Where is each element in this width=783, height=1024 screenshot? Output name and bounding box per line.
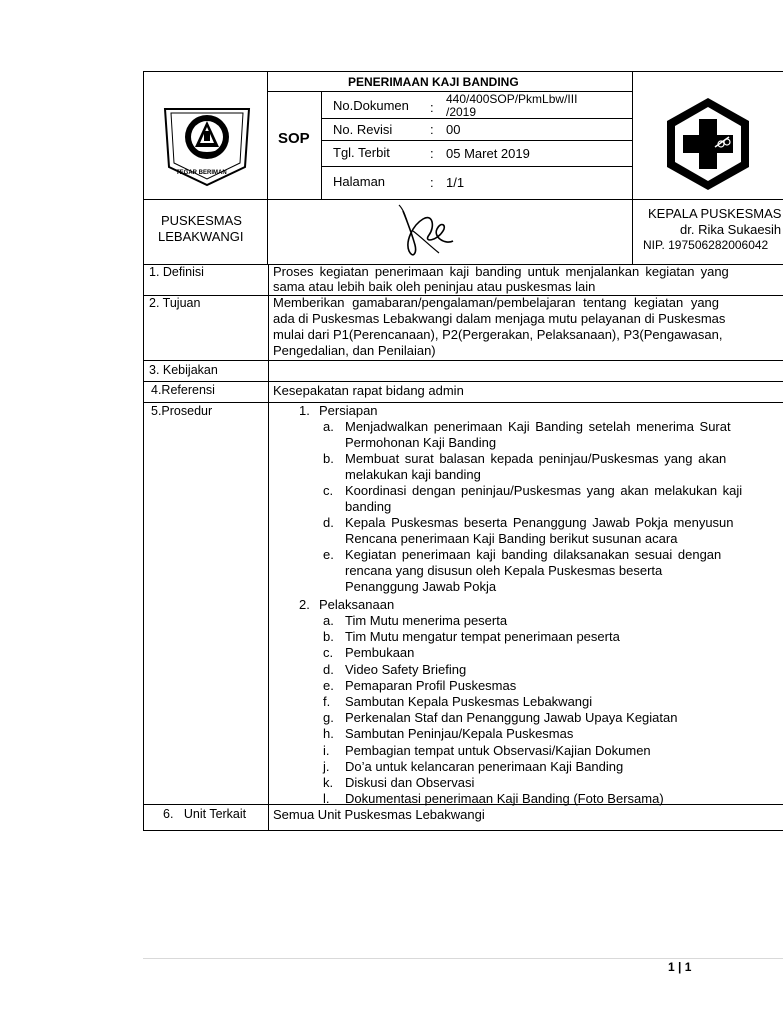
- pelaksanaan-item-text: Tim Mutu menerima peserta: [345, 613, 508, 628]
- field-colon: :: [430, 175, 434, 190]
- health-cross-logo-icon: [659, 95, 757, 193]
- pelaksanaan-item-text: Do’a untuk kelancaran penerimaan Kaji Banding: [345, 758, 624, 774]
- field-label-no-dokumen: No.Dokumen: [333, 98, 409, 113]
- row-prosedur: [143, 402, 783, 805]
- head-name: dr. Rika Sukaesih: [680, 222, 782, 237]
- row-unit-terkait: [143, 804, 783, 831]
- persiapan-item-text: Permohonan Kaji Banding: [345, 435, 497, 450]
- persiapan-item-marker: b.: [323, 451, 334, 466]
- prosedur-step-title: Persiapan: [319, 403, 378, 418]
- label-definisi: 1. Definisi: [149, 265, 204, 279]
- persiapan-item-text: banding: [345, 499, 392, 514]
- persiapan-item-marker: a.: [323, 419, 334, 434]
- persiapan-item-text: Koordinasi dengan peninjau/Puskesmas yang akan melakukan kaji: [345, 483, 743, 498]
- definisi-line1: Proses kegiatan penerimaan kaji banding untuk menjalankan kegiatan yang: [273, 264, 729, 279]
- persiapan-item-text: rencana yang disusun oleh Kepala Puskesmas beserta: [345, 563, 663, 578]
- pelaksanaan-item-marker: c.: [323, 645, 334, 661]
- pelaksanaan-item-text: Pemaparan Profil Puskesmas: [345, 677, 517, 693]
- field-label-no-revisi: No. Revisi: [333, 122, 393, 137]
- sop-label: SOP: [278, 130, 310, 147]
- persiapan-item-text: Rencana penerimaan Kaji Banding berikut susunan acara: [345, 531, 678, 546]
- field-value-no-dokumen-2: /2019: [446, 105, 477, 119]
- definisi-line2: sama atau lebih baik oleh peninjau atau puskesmas lain: [273, 279, 596, 294]
- persiapan-item-marker: d.: [323, 515, 334, 530]
- pelaksanaan-item-marker: d.: [323, 661, 334, 677]
- row-definisi: [143, 264, 783, 297]
- prosedur-step-number: 1.: [299, 403, 310, 418]
- field-value-no-revisi: 00: [446, 122, 461, 137]
- pelaksanaan-item-text: Tim Mutu mengatur tempat penerimaan peserta: [345, 629, 620, 645]
- sop-body-table: [143, 264, 783, 830]
- pelaksanaan-item-marker: e.: [323, 677, 334, 693]
- prosedur-step-title: Pelaksanaan: [319, 597, 395, 612]
- header-table: [143, 71, 783, 264]
- persiapan-item-text: Membuat surat balasan kepada peninjau/Puskesmas yang akan: [345, 451, 727, 466]
- logo-caption: TEGAR BERIMAN: [176, 170, 227, 176]
- field-label-halaman: Halaman: [333, 174, 386, 189]
- persiapan-item-text: Kepala Puskesmas beserta Penanggung Jawab Pokja menyusun: [345, 515, 734, 530]
- referensi-text: Kesepakatan rapat bidang admin: [273, 383, 464, 398]
- pelaksanaan-item-text: Perkenalan Staf dan Penanggung Jawab Upaya Kegiatan: [345, 710, 678, 726]
- pelaksanaan-item-text: Pembagian tempat untuk Observasi/Kajian Dokumen: [345, 742, 651, 758]
- field-value-no-dokumen-1: 440/400SOP/PkmLbw/III: [446, 92, 578, 106]
- tujuan-line4: Pengedalian, dan Penilaian): [273, 343, 436, 358]
- label-referensi: 4.Referensi: [151, 383, 215, 397]
- persiapan-item-marker: e.: [323, 547, 334, 562]
- field-colon: :: [430, 146, 434, 161]
- pelaksanaan-item-text: Sambutan Kepala Puskesmas Lebakwangi: [345, 694, 593, 709]
- pelaksanaan-item-text: Sambutan Peninjau/Kepala Puskesmas: [345, 726, 574, 742]
- pelaksanaan-item-text: Dokumentasi penerimaan Kaji Banding (Foto Bersama): [345, 791, 664, 807]
- head-nip: NIP. 197506282006042: [643, 238, 769, 252]
- label-prosedur: 5.Prosedur: [151, 404, 213, 418]
- pelaksanaan-item-text: Pembukaan: [345, 645, 415, 661]
- unit-terkait-text: Semua Unit Puskesmas Lebakwangi: [273, 807, 485, 822]
- label-kebijakan: 3. Kebijakan: [149, 363, 218, 377]
- pelaksanaan-item-marker: h.: [323, 726, 334, 742]
- persiapan-item-text: melakukan kaji banding: [345, 467, 481, 482]
- label-tujuan: 2. Tujuan: [149, 296, 201, 310]
- page-number: 1 | 1: [668, 960, 692, 974]
- org-name-line2: LEBAKWANGI: [158, 229, 244, 244]
- head-title: KEPALA PUSKESMAS: [648, 206, 782, 221]
- field-label-tgl-terbit: Tgl. Terbit: [333, 145, 390, 160]
- persiapan-item-text: Menjadwalkan penerimaan Kaji Banding setelah menerima Surat: [345, 419, 731, 434]
- tujuan-line1: Memberikan gamabaran/pengalaman/pembelajaran tentang kegiatan yang: [273, 295, 720, 310]
- row-kebijakan: [143, 360, 783, 381]
- pelaksanaan-item-marker: k.: [323, 775, 334, 790]
- pelaksanaan-item-marker: a.: [323, 613, 334, 628]
- persiapan-item-text: Kegiatan penerimaan kaji banding dilaksanakan sesuai dengan: [345, 547, 722, 562]
- pelaksanaan-item-text: Diskusi dan Observasi: [345, 775, 475, 790]
- document-title: PENERIMAAN KAJI BANDING: [348, 75, 519, 89]
- pelaksanaan-item-marker: f.: [323, 694, 331, 709]
- field-colon: :: [430, 100, 434, 115]
- pelaksanaan-item-marker: b.: [323, 629, 334, 645]
- pelaksanaan-item-marker: i.: [323, 742, 330, 758]
- field-value-halaman: 1/1: [446, 175, 465, 190]
- field-colon: :: [430, 122, 434, 137]
- pelaksanaan-item-text: Video Safety Briefing: [345, 661, 467, 677]
- pelaksanaan-item-marker: g.: [323, 710, 334, 726]
- field-value-tgl-terbit: 05 Maret 2019: [446, 146, 530, 161]
- prosedur-step-number: 2.: [299, 597, 310, 612]
- org-name-line1: PUSKESMAS: [161, 213, 242, 228]
- tujuan-line2: ada di Puskesmas Lebakwangi dalam menjaga mutu pelayanan di Puskesmas: [273, 311, 726, 326]
- row-referensi: [143, 381, 783, 402]
- signature-icon: [393, 201, 463, 263]
- row-tujuan: [143, 295, 783, 362]
- persiapan-item-marker: c.: [323, 483, 334, 498]
- persiapan-item-text: Penanggung Jawab Pokja: [345, 579, 497, 594]
- tujuan-line3: mulai dari P1(Perencanaan), P2(Pergerakan, Pelaksanaan), P3(Pengawasan,: [273, 327, 723, 342]
- pelaksanaan-item-marker: l.: [323, 791, 330, 807]
- pelaksanaan-item-marker: j.: [323, 758, 330, 774]
- label-unit-terkait: 6. Unit Terkait: [163, 807, 247, 821]
